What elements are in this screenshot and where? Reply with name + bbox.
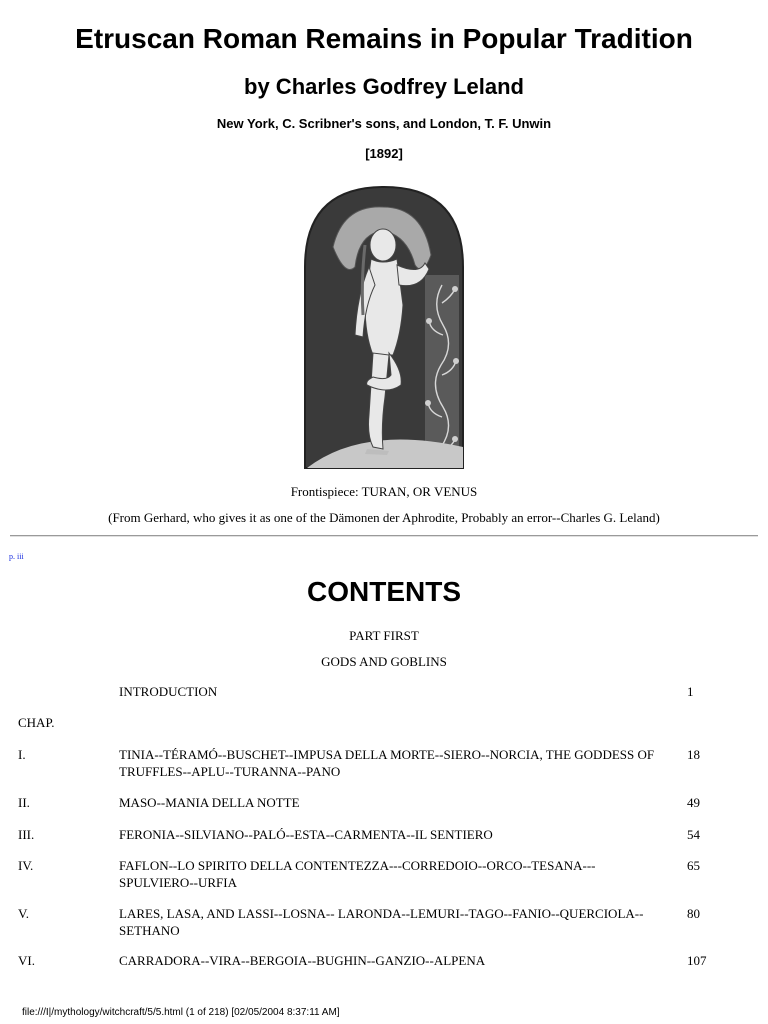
author-byline: by Charles Godfrey Leland	[244, 74, 524, 99]
chap-label: CHAP.	[18, 715, 55, 730]
part-heading: PART FIRST	[349, 628, 419, 643]
book-title: Etruscan Roman Remains in Popular Tradition	[75, 23, 693, 54]
toc-title: FERONIA--SILVIANO--PALÓ--ESTA--CARMENTA--IL SENTIERO	[119, 827, 493, 842]
toc-title: MASO--MANIA DELLA NOTTE	[119, 795, 300, 810]
toc-page-number: 18	[687, 747, 700, 762]
file-path-footer: file:///I|/mythology/witchcraft/5/5.html (1 of 218) [02/05/2004 8:37:11 AM]	[22, 1007, 340, 1018]
toc-title: LARES, LASA, AND LASSI--LOSNA-- LARONDA--LEMURI--TAGO--FANIO--QUERCIOLA--SETHANO	[119, 906, 644, 938]
toc-chapter-number: II.	[18, 795, 30, 810]
toc-page-number: 1	[687, 684, 694, 699]
frontispiece-note: (From Gerhard, who gives it as one of the Dämonen der Aphrodite, Probably an error--Charles G. Leland)	[108, 510, 660, 525]
toc-page-number: 54	[687, 827, 700, 842]
frontispiece-caption: Frontispiece: TURAN, OR VENUS	[290, 484, 478, 499]
toc-page-number: 80	[687, 906, 700, 921]
toc-chapter-number: IV.	[18, 858, 34, 873]
frontispiece-image	[303, 185, 465, 470]
toc-chapter-number: V.	[18, 906, 29, 921]
publication-year: [1892]	[365, 146, 403, 161]
toc-page-number: 65	[687, 858, 700, 873]
toc-title: INTRODUCTION	[119, 684, 218, 699]
toc-chapter-number: VI.	[18, 953, 35, 968]
toc-title: FAFLON--LO SPIRITO DELLA CONTENTEZZA---CORREDOIO--ORCO--TESANA---SPULVIERO--URFIA	[119, 858, 596, 890]
toc-title: CARRADORA--VIRA--BERGOIA--BUGHIN--GANZIO--ALPENA	[119, 953, 486, 968]
contents-heading: CONTENTS	[307, 576, 461, 607]
toc-page-number: 49	[687, 795, 700, 810]
toc-chapter-number: III.	[18, 827, 35, 842]
page-marker-link[interactable]: p. iii	[9, 552, 24, 561]
publisher-line: New York, C. Scribner's sons, and London, T. F. Unwin	[216, 116, 552, 131]
part-subtitle: GODS AND GOBLINS	[321, 654, 447, 669]
horizontal-rule	[10, 535, 758, 537]
toc-page-number: 107	[687, 953, 707, 968]
toc-title: TINIA--TÉRAMÓ--BUSCHET--IMPUSA DELLA MORTE--SIERO--NORCIA, THE GODDESS OF TRUFFLES--APLU--TURANNA--PANO	[119, 747, 655, 779]
toc-chapter-number: I.	[18, 747, 26, 762]
